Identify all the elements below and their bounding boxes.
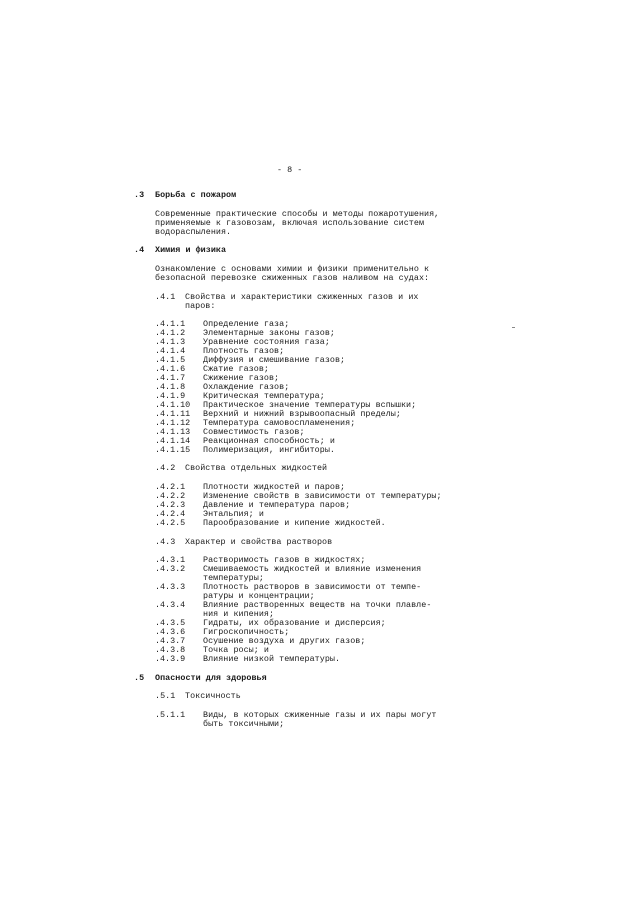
list-item-number: .4.2.1 xyxy=(155,482,186,492)
list-item-text: Плотности жидкостей и паров; xyxy=(203,482,346,492)
list-item-number: .4.1.5 xyxy=(155,355,186,365)
list-item-number: .4.2.5 xyxy=(155,518,186,528)
section-3-paragraph-line: водораспыления. xyxy=(155,227,232,237)
list-item-text: Давление и температура паров; xyxy=(203,500,351,510)
list-item-number: .4.3.9 xyxy=(155,654,186,664)
list-item-text: Практическое значение температуры вспышки; xyxy=(203,400,417,410)
list-item-number: .4.3.6 xyxy=(155,627,186,637)
list-item-text: Температура самовоспламенения; xyxy=(203,418,356,428)
list-item-text: Верхний и нижний взрывоопасный пределы; xyxy=(203,409,401,419)
list-item-text: температуры; xyxy=(203,573,264,583)
list-item-text: Охлаждение газов; xyxy=(203,382,290,392)
subsection-4-1-title-line: паров: xyxy=(185,301,216,311)
subsection-5-1-number: .5.1 xyxy=(155,691,176,701)
list-item-number: .4.2.2 xyxy=(155,491,186,501)
list-item-number: .4.1.9 xyxy=(155,391,186,401)
list-item-text: Изменение свойств в зависимости от температуры; xyxy=(203,491,442,501)
section-5-title: Опасности для здоровья xyxy=(155,673,267,683)
subsection-4-3-number: .4.3 xyxy=(155,537,176,547)
list-item-number: .4.3.1 xyxy=(155,555,186,565)
subsection-4-1-title-line: Свойства и характеристики сжиженных газов и их xyxy=(185,292,419,302)
list-item-text: Плотность газов; xyxy=(203,346,285,356)
subsection-4-2-number: .4.2 xyxy=(155,463,176,473)
list-item-text: ния и кипения; xyxy=(203,609,275,619)
list-item-text: Определение газа; xyxy=(203,319,290,329)
list-item-text: Влияние растворенных веществ на точки плавле- xyxy=(203,600,432,610)
list-item-number: .5.1.1 xyxy=(155,710,186,720)
list-item-text: Реакционная способность; и xyxy=(203,436,335,446)
list-item-text: Осушение воздуха и других газов; xyxy=(203,636,366,646)
subsection-5-1-title: Токсичность xyxy=(185,691,241,701)
list-item-text: Сжатие газов; xyxy=(203,364,269,374)
list-item-text: Точка росы; и xyxy=(203,645,269,655)
section-4-title: Химия и физика xyxy=(155,245,227,255)
section-3-number: .3 xyxy=(134,190,145,200)
list-item-number: .4.2.3 xyxy=(155,500,186,510)
list-item-number: .4.1.3 xyxy=(155,337,186,347)
list-item-number: .4.3.4 xyxy=(155,600,186,610)
list-item-text: ратуры и концентрации; xyxy=(203,591,315,601)
list-item-text: Влияние низкой температуры. xyxy=(203,654,341,664)
section-3-paragraph-line: Современные практические способы и методы пожаротушения, xyxy=(155,209,440,219)
list-item-text: быть токсичными; xyxy=(203,719,285,729)
section-4-paragraph-line: безопасной перевозке сжиженных газов наливом на судах: xyxy=(155,273,430,283)
list-item-text: Виды, в которых сжиженные газы и их пары могут xyxy=(203,710,437,720)
page-number: - 8 - xyxy=(277,165,303,175)
section-3-paragraph-line: применяемые к газовозам, включая использование систем xyxy=(155,218,425,228)
list-item-number: .4.1.11 xyxy=(155,409,191,419)
list-item-text: Гигроскопичность; xyxy=(203,627,290,637)
list-item-text: Диффузия и смешивание газов; xyxy=(203,355,346,365)
scan-speck xyxy=(512,327,515,328)
list-item-number: .4.2.4 xyxy=(155,509,186,519)
list-item-number: .4.1.14 xyxy=(155,436,191,446)
list-item-number: .4.3.5 xyxy=(155,618,186,628)
subsection-4-3-title: Характер и свойства растворов xyxy=(185,537,333,547)
list-item-text: Уравнение состояния газа; xyxy=(203,337,330,347)
list-item-text: Совместимость газов; xyxy=(203,427,305,437)
section-4-paragraph-line: Ознакомление с основами химии и физики применительно к xyxy=(155,264,430,274)
list-item-number: .4.1.2 xyxy=(155,328,186,338)
list-item-number: .4.1.10 xyxy=(155,400,191,410)
list-item-text: Плотность растворов в зависимости от темпе- xyxy=(203,582,422,592)
list-item-number: .4.1.7 xyxy=(155,373,186,383)
section-4-number: .4 xyxy=(134,245,145,255)
section-5-number: .5 xyxy=(134,673,145,683)
list-item-text: Элементарные законы газов; xyxy=(203,328,335,338)
list-item-number: .4.1.6 xyxy=(155,364,186,374)
list-item-number: .4.3.7 xyxy=(155,636,186,646)
list-item-text: Критическая температура; xyxy=(203,391,325,401)
list-item-number: .4.3.3 xyxy=(155,582,186,592)
subsection-4-1-number: .4.1 xyxy=(155,292,176,302)
list-item-text: Полимеризация, ингибиторы. xyxy=(203,445,335,455)
list-item-text: Парообразование и кипение жидкостей. xyxy=(203,518,386,528)
list-item-number: .4.3.8 xyxy=(155,645,186,655)
list-item-text: Растворимость газов в жидкостях; xyxy=(203,555,366,565)
list-item-number: .4.1.8 xyxy=(155,382,186,392)
list-item-number: .4.3.2 xyxy=(155,564,186,574)
section-3-title: Борьба с пожаром xyxy=(155,190,237,200)
list-item-text: Сжижение газов; xyxy=(203,373,280,383)
subsection-4-2-title: Свойства отдельных жидкостей xyxy=(185,463,328,473)
list-item-text: Гидраты, их образование и дисперсия; xyxy=(203,618,386,628)
list-item-number: .4.1.4 xyxy=(155,346,186,356)
list-item-number: .4.1.13 xyxy=(155,427,191,437)
list-item-number: .4.1.12 xyxy=(155,418,191,428)
list-item-number: .4.1.15 xyxy=(155,445,191,455)
list-item-number: .4.1.1 xyxy=(155,319,186,329)
list-item-text: Смешиваемость жидкостей и влияние изменения xyxy=(203,564,422,574)
list-item-text: Энтальпия; и xyxy=(203,509,264,519)
